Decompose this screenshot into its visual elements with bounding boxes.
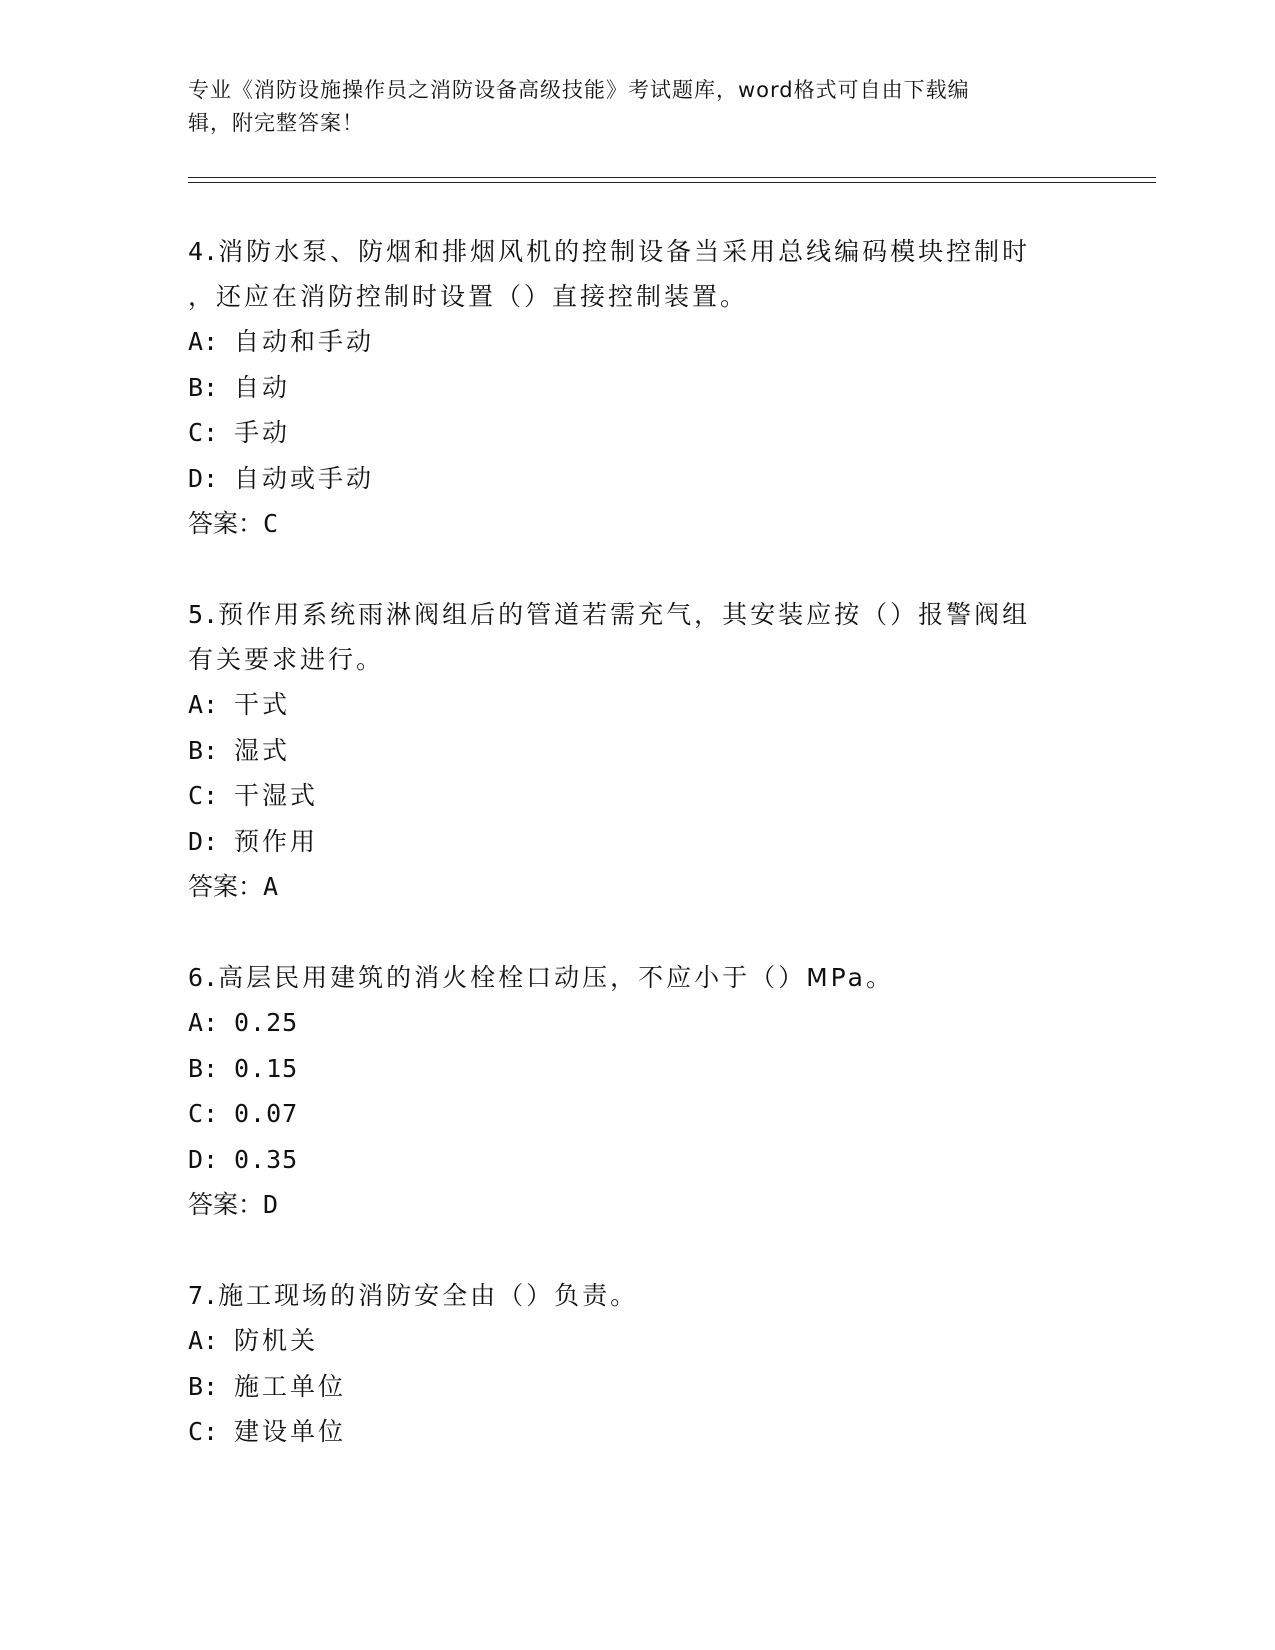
option-text: 干式 [234,690,291,719]
option-text: 自动 [234,372,291,402]
question-text-line-1: 施工现场的消防安全由（）负责。 [218,1281,639,1310]
option-key: A: [188,1008,219,1037]
option-key: C: [188,1417,219,1446]
question-stem [188,955,1088,1000]
question-stem [188,1273,1088,1318]
option-key: A: [188,690,219,719]
option-text: 自动和手动 [234,327,375,356]
option-a [188,1318,1088,1364]
question-number: 6. [188,963,219,992]
answer-label: 答案： [188,509,264,538]
option-key: D: [188,826,219,856]
option-text: 防机关 [234,1326,319,1355]
option-text: 湿式 [234,735,291,765]
question-number: 4. [188,237,219,266]
option-text: 手动 [234,418,291,447]
question-5 [188,592,1088,909]
question-text-line-1: 高层民用建筑的消火栓栓口动压，不应小于（）MPa。 [218,963,894,992]
answer-value: D [263,1190,279,1219]
option-key: D: [188,463,219,493]
question-number: 5. [188,600,219,629]
option-key: B: [188,735,219,765]
answer-label: 答案： [188,872,264,901]
option-text: 预作用 [234,826,319,856]
option-text: 自动或手动 [234,463,375,493]
option-c [188,1409,1088,1455]
option-key: B: [188,1371,219,1401]
option-key: A: [188,327,219,356]
question-text-line-2: 有关要求进行。 [188,645,385,674]
option-b [188,728,1088,774]
header-line-2: 辑，附完整答案！ [188,111,364,135]
option-key: D: [188,1144,219,1174]
option-text: 0.35 [234,1144,299,1174]
option-text: 0.25 [234,1008,299,1037]
option-key: B: [188,372,219,402]
option-c [188,1091,1088,1137]
header-divider-top [188,177,1156,178]
question-text-line-1: 预作用系统雨淋阀组后的管道若需充气，其安装应按（）报警阀组 [218,600,1031,629]
option-b [188,1046,1088,1092]
question-7 [188,1273,1088,1455]
option-d [188,456,1088,502]
option-d [188,1137,1088,1183]
answer-line [188,1182,1088,1227]
option-text: 施工单位 [234,1371,347,1401]
option-c [188,773,1088,819]
option-key: A: [188,1326,219,1355]
option-b [188,1364,1088,1410]
option-key: C: [188,1099,219,1128]
question-text-line-1: 消防水泵、防烟和排烟风机的控制设备当采用总线编码模块控制时 [218,237,1031,266]
question-number: 7. [188,1281,219,1310]
option-key: C: [188,418,219,447]
question-stem [188,229,1088,319]
option-c [188,410,1088,456]
answer-line [188,864,1088,909]
option-a [188,1000,1088,1046]
answer-value: A [263,872,279,901]
option-text: 干湿式 [234,781,319,810]
header-divider-bottom [188,182,1156,183]
header-line-1: 专业《消防设施操作员之消防设备高级技能》考试题库，word格式可自由下载编 [188,78,970,102]
option-text: 建设单位 [234,1417,347,1446]
question-text-line-2: ，还应在消防控制时设置（）直接控制装置。 [188,282,749,311]
option-text: 0.15 [234,1053,299,1083]
document-header [188,74,1088,140]
option-b [188,365,1088,411]
answer-label: 答案： [188,1190,264,1219]
option-d [188,819,1088,865]
option-key: B: [188,1053,219,1083]
option-text: 0.07 [234,1099,299,1128]
question-4 [188,229,1088,546]
answer-line [188,501,1088,546]
option-a [188,319,1088,365]
question-6 [188,955,1088,1227]
question-stem [188,592,1088,682]
option-a [188,682,1088,728]
answer-value: C [263,509,279,538]
option-key: C: [188,781,219,810]
